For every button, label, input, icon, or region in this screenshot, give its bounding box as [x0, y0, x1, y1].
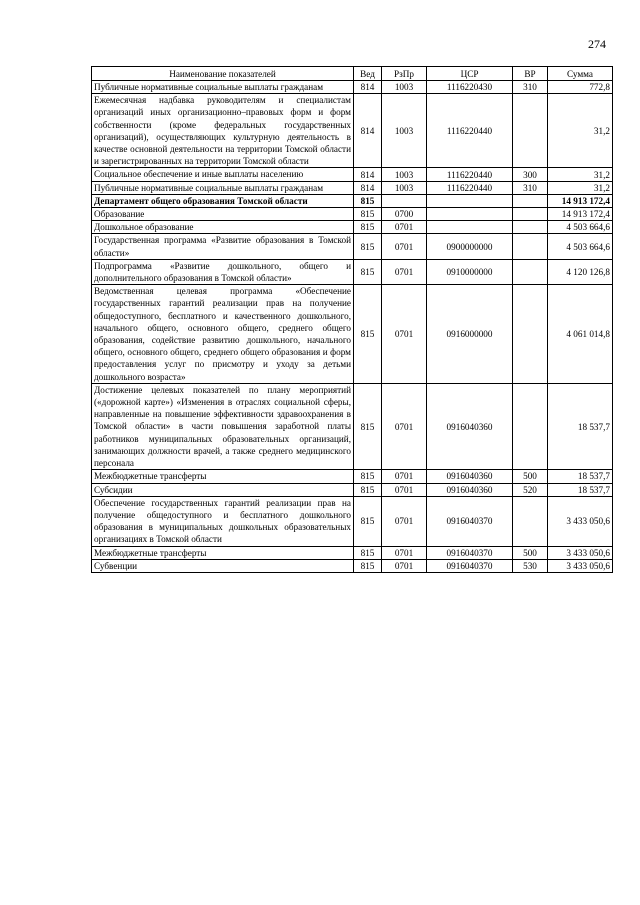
cell-vr — [513, 94, 548, 168]
cell-vr: 530 — [513, 559, 548, 572]
cell-ved: 815 — [354, 470, 382, 483]
cell-csr: 1116220440 — [427, 168, 513, 181]
cell-rzpr: 0701 — [382, 559, 427, 572]
cell-name: Публичные нормативные социальные выплаты гражданам — [92, 81, 354, 94]
cell-sum: 4 503 664,6 — [548, 234, 613, 259]
cell-name: Социальное обеспечение и иные выплаты населению — [92, 168, 354, 181]
cell-rzpr: 0701 — [382, 470, 427, 483]
header-ved: Вед — [354, 67, 382, 81]
cell-csr — [427, 221, 513, 234]
table-header-row — [92, 67, 613, 81]
cell-name: Публичные нормативные социальные выплаты гражданам — [92, 181, 354, 194]
cell-csr: 1116220440 — [427, 94, 513, 168]
cell-sum: 3 433 050,6 — [548, 559, 613, 572]
header-csr: ЦСР — [427, 67, 513, 81]
cell-sum: 3 433 050,6 — [548, 546, 613, 559]
cell-sum: 772,8 — [548, 81, 613, 94]
table-row — [92, 383, 613, 469]
cell-name: Субвенции — [92, 559, 354, 572]
cell-ved: 815 — [354, 221, 382, 234]
cell-vr: 520 — [513, 483, 548, 496]
table-row — [92, 168, 613, 181]
table-row — [92, 559, 613, 572]
cell-rzpr: 0701 — [382, 234, 427, 259]
cell-csr: 0916040360 — [427, 483, 513, 496]
cell-sum: 4 120 126,8 — [548, 259, 613, 284]
cell-csr: 0916040360 — [427, 383, 513, 469]
cell-ved: 815 — [354, 194, 382, 207]
cell-vr: 500 — [513, 546, 548, 559]
page-number: 274 — [588, 37, 606, 51]
table-row — [92, 221, 613, 234]
cell-rzpr: 1003 — [382, 168, 427, 181]
cell-sum: 18 537,7 — [548, 483, 613, 496]
table-row — [92, 194, 613, 207]
header-name: Наименование показателей — [92, 67, 354, 81]
cell-name: Ежемесячная надбавка руководителям и специалистам организаций иных организационно–правовых форм и форм собственности (кроме федеральных государственных организаций), осуществляющих культурную деятельность в качестве основной деятельности на территории Томской области и зарегистрированных на территории Томской области — [92, 94, 354, 168]
cell-rzpr: 1003 — [382, 81, 427, 94]
cell-vr — [513, 383, 548, 469]
cell-name: Межбюджетные трансферты — [92, 546, 354, 559]
table-row — [92, 496, 613, 546]
cell-vr — [513, 221, 548, 234]
cell-csr: 0916000000 — [427, 285, 513, 384]
cell-vr: 300 — [513, 168, 548, 181]
cell-vr — [513, 496, 548, 546]
cell-csr: 1116220440 — [427, 181, 513, 194]
cell-ved: 815 — [354, 234, 382, 259]
cell-rzpr: 1003 — [382, 181, 427, 194]
table-row — [92, 208, 613, 221]
cell-ved: 815 — [354, 208, 382, 221]
cell-sum: 31,2 — [548, 94, 613, 168]
table-row — [92, 285, 613, 384]
cell-vr: 310 — [513, 181, 548, 194]
table-row — [92, 234, 613, 259]
cell-rzpr: 0701 — [382, 496, 427, 546]
cell-csr: 0916040360 — [427, 470, 513, 483]
cell-sum: 31,2 — [548, 181, 613, 194]
table-row — [92, 483, 613, 496]
cell-ved: 815 — [354, 559, 382, 572]
cell-ved: 814 — [354, 181, 382, 194]
cell-rzpr: 0701 — [382, 285, 427, 384]
cell-sum: 18 537,7 — [548, 470, 613, 483]
header-vr: ВР — [513, 67, 548, 81]
cell-csr — [427, 194, 513, 207]
cell-name: Департамент общего образования Томской области — [92, 194, 354, 207]
cell-rzpr: 0701 — [382, 221, 427, 234]
table-row — [92, 546, 613, 559]
cell-ved: 815 — [354, 546, 382, 559]
cell-csr: 0916040370 — [427, 496, 513, 546]
table-row — [92, 181, 613, 194]
cell-name: Обеспечение государственных гарантий реализации прав на получение общедоступного и бесплатного дошкольного образования в муниципальных дошкольных образовательных организациях в Томской области — [92, 496, 354, 546]
cell-rzpr: 0701 — [382, 546, 427, 559]
cell-rzpr: 0701 — [382, 259, 427, 284]
table-row — [92, 259, 613, 284]
cell-csr: 1116220430 — [427, 81, 513, 94]
cell-sum: 14 913 172,4 — [548, 208, 613, 221]
cell-ved: 815 — [354, 383, 382, 469]
cell-name: Образование — [92, 208, 354, 221]
table-body — [92, 81, 613, 573]
cell-sum: 3 433 050,6 — [548, 496, 613, 546]
cell-name: Государственная программа «Развитие образования в Томской области» — [92, 234, 354, 259]
cell-rzpr: 1003 — [382, 94, 427, 168]
cell-vr — [513, 234, 548, 259]
cell-vr — [513, 194, 548, 207]
cell-ved: 815 — [354, 483, 382, 496]
cell-csr: 0910000000 — [427, 259, 513, 284]
cell-ved: 815 — [354, 496, 382, 546]
table-row — [92, 470, 613, 483]
table-row — [92, 94, 613, 168]
cell-name: Ведомственная целевая программа «Обеспечение государственных гарантий реализации прав на получение общедоступного, бесплатного и качественного дошкольного, начального общего, основного общего, среднего общего образования, содействие развитию дошкольного, начального общего, основного общего, среднего общего образования и форм предоставления услуг по присмотру и уходу за детьми дошкольного возраста» — [92, 285, 354, 384]
cell-ved: 814 — [354, 94, 382, 168]
cell-sum: 14 913 172,4 — [548, 194, 613, 207]
cell-sum: 18 537,7 — [548, 383, 613, 469]
cell-name: Субсидии — [92, 483, 354, 496]
cell-sum: 4 503 664,6 — [548, 221, 613, 234]
header-rzpr: РзПр — [382, 67, 427, 81]
cell-ved: 814 — [354, 168, 382, 181]
header-sum: Сумма — [548, 67, 613, 81]
cell-name: Достижение целевых показателей по плану мероприятий («дорожной карте») «Изменения в отраслях социальной сферы, направленные на повышение эффективности здравоохранения в Томской области» в части повышения заработной платы работников муниципальных образовательных организаций, занимающих должности врачей, а также среднего медицинского персонала — [92, 383, 354, 469]
cell-ved: 815 — [354, 259, 382, 284]
cell-vr: 500 — [513, 470, 548, 483]
cell-vr — [513, 285, 548, 384]
table-row — [92, 81, 613, 94]
cell-ved: 815 — [354, 285, 382, 384]
cell-sum: 31,2 — [548, 168, 613, 181]
cell-rzpr: 0700 — [382, 208, 427, 221]
cell-name: Межбюджетные трансферты — [92, 470, 354, 483]
budget-table — [91, 66, 613, 573]
cell-csr — [427, 208, 513, 221]
cell-sum: 4 061 014,8 — [548, 285, 613, 384]
cell-rzpr: 0701 — [382, 483, 427, 496]
cell-csr: 0916040370 — [427, 546, 513, 559]
cell-ved: 814 — [354, 81, 382, 94]
cell-vr — [513, 208, 548, 221]
cell-rzpr — [382, 194, 427, 207]
cell-vr: 310 — [513, 81, 548, 94]
cell-csr: 0900000000 — [427, 234, 513, 259]
cell-vr — [513, 259, 548, 284]
cell-name: Дошкольное образование — [92, 221, 354, 234]
cell-rzpr: 0701 — [382, 383, 427, 469]
cell-name: Подпрограмма «Развитие дошкольного, общего и дополнительного образования в Томской области» — [92, 259, 354, 284]
cell-csr: 0916040370 — [427, 559, 513, 572]
